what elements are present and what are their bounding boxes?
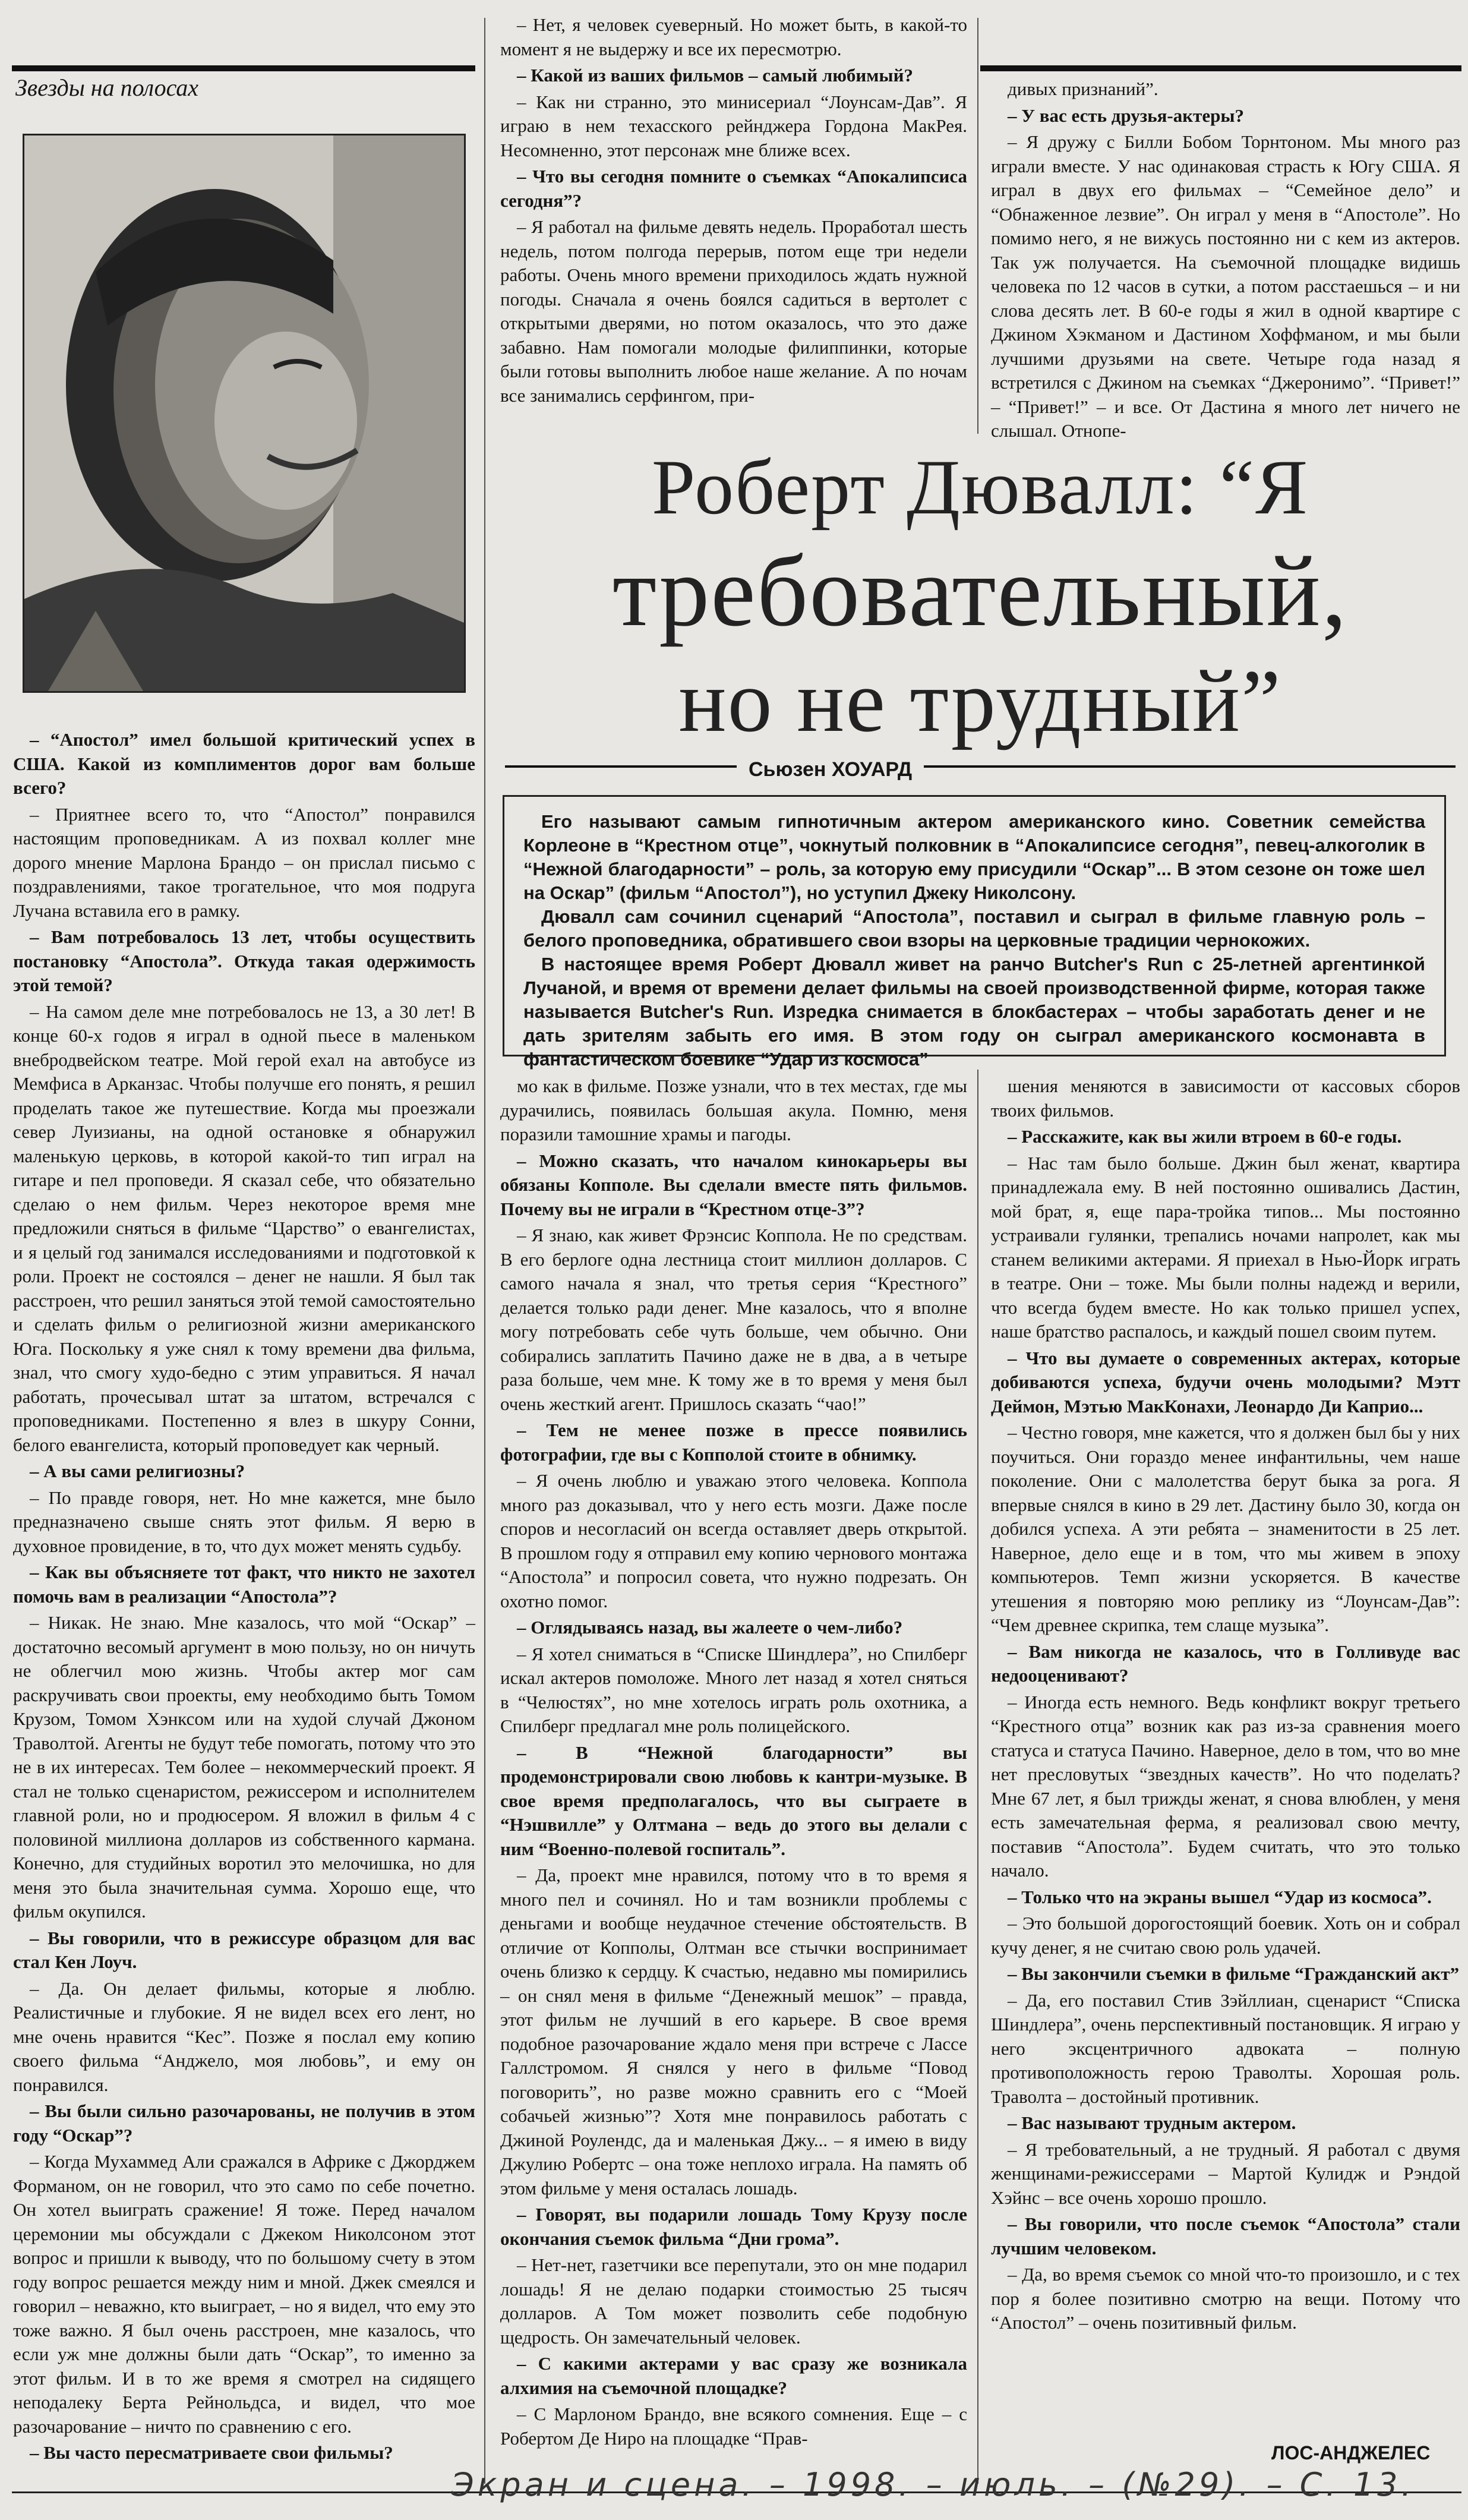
article-column-3-bottom — [991, 1074, 1460, 2435]
lead-paragraph: Его называют самым гипнотичным актером американского кино. Советник семейства Корлеоне в “Крестном отце”, чокнутый полковник в “Апокалипсисе сегодня”, певец-алкоголик в “Нежной благодарности” – роль, за которую ему присудили “Оскар”... В этом сезоне он тоже шел на Оскар” (фильм “Апостол”), но уступил Джеку Николсону. — [523, 811, 1425, 903]
column-divider — [977, 1070, 978, 2484]
interview-question: – Вы часто пересматриваете свои фильмы? — [30, 2442, 393, 2463]
interview-answer: – Как ни странно, это минисериал “Лоунсам-Дав”. Я играю в нем техасского рейнджера Гордона МакРея. Несомненно, этот персонаж мне ближе всех. — [500, 91, 967, 160]
interview-answer: – Да, проект мне нравился, потому что в то время я много пел и сочинял. Но и там возникли проблемы с деньгами и вообще неудачное стечение обстоятельств. В отличие от Копполы, Олтман все стычки воспринимает очень близко к сердцу. К счастью, недавно мы помирились – он снял меня в фильме “Денежный мешок” – правда, этот фильм не лучший в его карьере. В свое время подобное разочарование ждало меня при встрече с Лассе Галлстромом. Я снялся у него в фильме “Повод поговорить”, но разве можно сравнить его с “Моей собачьей жизнью”? Хотя мне понравилось работать с Джиной Роулендс, да и маленькая Джу... – я имею в виду Джулию Робертс – она тоже неплохо играла. На память об этом фильме у меня осталась лошадь. — [500, 1865, 967, 2199]
interview-question: – А вы сами религиозны? — [30, 1461, 245, 1481]
interview-answer: – Нас там было больше. Джин был женат, квартира принадлежала ему. В ней постоянно ошивались Дастин, мой брат, я, еще пара-тройка типов... Мы постоянно устраивали гулянки, трепались ночами напролет, как мы станем великими актерами. Я приехал в Нью-Йорк играть в театре. Они – тоже. Мы были полны надежд и верили, что всегда будем вместе. Но как только пришел успех, наше братство распалось, и каждый пошел своим путем. — [991, 1152, 1460, 1342]
headline-line-2: требовательный, — [612, 535, 1349, 647]
interview-answer: мо как в фильме. Позже узнали, что в тех местах, где мы дурачились, появилась большая акула. Помню, меня поразили тамошние храмы и пагоды. — [500, 1076, 967, 1144]
headline — [499, 440, 1461, 755]
byline-rule — [505, 765, 1456, 768]
interview-answer: – На самом деле мне потребовалось не 13, а 30 лет! В конце 60-х годов я играл в одной пьесе в маленьком внебродвейском театре. Мой герой ехал на автобусе из Мемфиса в Арканзас. Чтобы получше его понять, я решил проделать такое же путешествие. Когда мы проезжали север Луизианы, на одной остановке я обнаружил маленькую церковь, в которой какой-то тип играл на гитаре и пел проповеди. Я сказал себе, что обязательно сделаю о нем фильм. Через некоторое время мне предложили сняться в фильме “Царство” о евангелистах, и я целый год занимался исследованиями и подготовкой к роли. Проект не состоялся – денег не нашли. Я был так расстроен, что решил заняться этой темой самостоятельно и сделать фильм о религиозной жизни американского Юга. Поскольку я уже снял к тому времени два фильма, знал, что смогу худо-бедно с этим управиться. Я начал работать, прочесывал штат за штатом, встречался с проповедниками. Постепенно я влез в шкуру Сонни, белого евангелиста, который проповедует как черный. — [13, 1001, 475, 1455]
interview-question: – Какой из ваших фильмов – самый любимый? — [517, 65, 913, 86]
interview-question: – Расскажите, как вы жили втроем в 60-е годы. — [1008, 1126, 1402, 1147]
headline-line-3: но не трудный” — [678, 652, 1282, 750]
interview-question: – В “Нежной благодарности” вы продемонстрировали свою любовь к кантри-музыке. В свое время предполагалось, что вы сыграете в “Нэшвилле” у Олтмана – ведь до этого вы делали с ним “Военно-полевой госпиталь”. — [500, 1742, 967, 1859]
portrait-illustration — [24, 135, 464, 691]
headline-line-1: Роберт Дювалл: “Я — [651, 443, 1309, 531]
interview-answer: – По правде говоря, нет. Но мне кажется, мне было предназначено свыше снять этот фильм. Я верю в духовное провидение, в то, что дух может менять судьбу. — [13, 1487, 475, 1556]
interview-answer: – Иногда есть немного. Ведь конфликт вокруг третьего “Крестного отца” возник как раз из-за сравнения моего статуса и статуса Пачино. Наверное, дело в том, что во мне нет пресловутых “звездных качеств”. Но что поделать? Мне 67 лет, я был трижды женат, я снова влюблен, у меня есть замечательная ферма, я реализовал свою мечту, поставив “Апостола”. Будем считать, что это только начало. — [991, 1691, 1460, 1881]
interview-answer: – Честно говоря, мне кажется, что я должен был бы у них поучиться. Они гораздо менее инфантильны, чем наше поколение. Они с малолетства берут быка за рога. Я впервые снялся в кино в 29 лет. Дастину было 30, когда он добился успеха. А эти ребята – знаменитости в 25 лет. Наверное, дело еще и в том, что мы живем в эпоху компьютеров. Темп жизни ускоряется. В качестве утешения я повторяю мою реплику из “Лоунсам-Дав”: “Чем древнее скрипка, тем слаще музыка”. — [991, 1422, 1460, 1635]
portrait-photo — [23, 134, 466, 693]
dateline-signoff: ЛОС-АНДЖЕЛЕС — [1271, 2442, 1431, 2464]
interview-answer: шения меняются в зависимости от кассовых сборов твоих фильмов. — [991, 1076, 1460, 1121]
interview-question: – Оглядываясь назад, вы жалеете о чем-либо? — [517, 1617, 903, 1638]
article-column-2-top — [500, 13, 967, 423]
interview-answer: – Да, во время съемок со мной что-то произошло, и с тех пор я более позитивно смотрю на вещи. Потому что “Апостол” – очень позитивный фильм. — [991, 2264, 1460, 2333]
interview-answer: – Я знаю, как живет Фрэнсис Коппола. Не по средствам. В его берлоге одна лестница стоит миллион долларов. С самого начала я знал, что третья серия “Крестного” делается только ради денег. Мне казалось, что я вполне могу потребовать себе чуть больше, чем обычно. Они собирались заплатить Пачино даже не в два, а в четыре раза больше, чем мне. К тому же в то время у меня был очень жесткий агент. Пришлось сказать “чао!” — [500, 1225, 967, 1414]
section-tag: Звезды на полосах — [15, 74, 199, 101]
byline: Сьюзен ХОУАРД — [737, 758, 924, 781]
interview-answer: – Приятнее всего то, что “Апостол” понравился настоящим проповедникам. А из похвал коллег мне дорого мнение Марлона Брандо – он прислал письмо с поздравлениями, такое трогательное, что моя подруга Лучана вставила его в рамку. — [13, 803, 475, 921]
interview-answer: дивых признаний”. — [1008, 78, 1158, 99]
interview-question: – У вас есть друзья-актеры? — [1008, 105, 1245, 126]
interview-question: – Вас называют трудным актером. — [1008, 2112, 1296, 2133]
interview-question: – Вы были сильно разочарованы, не получив в этом году “Оскар”? — [13, 2100, 475, 2146]
interview-question: – “Апостол” имел большой критический успех в США. Какой из комплиментов дорог вам больше всего? — [13, 729, 475, 798]
interview-answer: – Я требовательный, а не трудный. Я работал с двумя женщинами-режиссерами – Мартой Кулидж и Рэндой Хэйнс – все очень хорошо прошло. — [991, 2139, 1460, 2208]
interview-answer: – С Марлоном Брандо, вне всякого сомнения. Еще – с Робертом Де Ниро на площадке “Прав- — [500, 2404, 967, 2449]
top-rule-left — [12, 65, 475, 71]
interview-question: – Говорят, вы подарили лошадь Тому Крузу после окончания съемок фильма “Дни грома”. — [500, 2204, 967, 2249]
interview-question: – Можно сказать, что началом кинокарьеры вы обязаны Копполе. Вы сделали вместе пять фильмов. Почему вы не играли в “Крестном отце-3”? — [500, 1150, 967, 1219]
interview-question: – Вам потребовалось 13 лет, чтобы осуществить постановку “Апостола”. Откуда такая одержимость этой темой? — [13, 926, 475, 995]
lead-paragraph: Дювалл сам сочинил сценарий “Апостола”, поставил и сыграл в фильме главную роль – белого проповедника, обратившего свои взоры на церковные традиции чернокожих. — [523, 906, 1425, 951]
interview-question: – Что вы думаете о современных актерах, которые добиваются успеха, будучи очень молодыми? Мэтт Деймон, Мэтью МакКонахи, Леонардо Ди Каприо... — [991, 1347, 1460, 1417]
interview-answer: – Нет-нет, газетчики все перепутали, это он мне подарил лошадь! Я не делаю подарки стоимостью 25 тысяч долларов. А Том может позволить себе подобную щедрость. Он замечательный человек. — [500, 2254, 967, 2348]
interview-answer: – Это большой дорогостоящий боевик. Хоть он и собрал кучу денег, я не считаю свою роль удачей. — [991, 1913, 1460, 1958]
interview-answer: – Когда Мухаммед Али сражался в Африке с Джорджем Форманом, он не говорил, что это само по себе почетно. Он хотел выиграть сражение! Я тоже. Перед началом церемонии мы обсуждали с Джеком Николсоном этот вопрос и пришли к выводу, что по большому счету в этом году вопрос решается между ним и мной. Джек смеялся и говорил – неважно, кто выиграет, – но я видел, что ему это тоже важно. Я был очень расстроен, мне казалось, что если уж мне должны были дать “Оскар”, то именно за этот фильм. И в то же время я смотрел на сидящего неподалеку Берта Рейнольдса, и видел, что мое разочарование – ничто по сравнению с его. — [13, 2151, 475, 2437]
interview-answer: – Никак. Не знаю. Мне казалось, что мой “Оскар” – достаточно весомый аргумент в мою пользу, но он ничуть не облегчил мою жизнь. Чтобы актер мог сам раскручивать свои проекты, ему необходимо быть Томом Крузом, Томом Хэнксом или на худой случай Джоном Траволтой. Агенты не будут тебе помогать, потому что это не в их интересах. Тем более – некоммерческий проект. Я стал не только сценаристом, режиссером и исполнителем главной роли, но и продюсером. Я вложил в фильм 4 с половиной миллиона долларов из собственного кармана. Конечно, для студийных воротил это мелочишка, но для меня это была значительная сумма. Хорошо еще, что фильм окупился. — [13, 1612, 475, 1922]
interview-question: – Тем не менее позже в прессе появились фотографии, где вы с Копполой стоите в обнимку. — [500, 1420, 967, 1465]
handwritten-archive-note: Экран и сцена. – 1998. – июль. – (№29). – С. 13. — [452, 2466, 1415, 2503]
interview-question: – Как вы объясняете тот факт, что никто не захотел помочь вам в реализации “Апостола”? — [13, 1562, 475, 1607]
interview-question: – Только что на экраны вышел “Удар из космоса”. — [1008, 1886, 1432, 1907]
interview-answer: – Да. Он делает фильмы, которые я люблю. Реалистичные и глубокие. Я не видел всех его лент, но мне очень нравится “Кес”. Позже я послал ему копию своего фильма “Анджело, моя любовь”, и ему он понравился. — [13, 1977, 475, 2095]
article-column-2-bottom — [500, 1074, 967, 2486]
interview-answer: – Да, его поставил Стив Зэйллиан, сценарист “Списка Шиндлера”, очень перспективный постановщик. Я играю у него эксцентричного адвоката – полную противоположность герою Траволты. Хорошая роль. Траволта – достойный противник. — [991, 1989, 1460, 2107]
interview-question: – Что вы сегодня помните о съемках “Апокалипсиса сегодня”? — [500, 166, 967, 211]
interview-question: – Вам никогда не казалось, что в Голливуде вас недооценивают? — [991, 1641, 1460, 1686]
column-divider — [484, 18, 485, 2484]
interview-question: – С какими актерами у вас сразу же возникала алхимия на съемочной площадке? — [500, 2353, 967, 2398]
lead-paragraph: В настоящее время Роберт Дювалл живет на ранчо Butcher's Run с 25-летней аргентинкой Лучаной, и время от времени делает фильмы на своей производственной фирме, которая также называется Butcher's Run. Изредка снимается в блокбастерах – чтобы заработать денег и не дать зрителям забыть его имя. В этом году он сыграл американского космонавта в фантастическом боевике “Удар из космоса” — [523, 954, 1425, 1070]
interview-question: – Вы закончили съемки в фильме “Гражданский акт” — [1008, 1963, 1460, 1984]
interview-question: – Вы говорили, что после съемок “Апостола” стали лучшим человеком. — [991, 2213, 1460, 2259]
interview-question: – Вы говорили, что в режиссуре образцом для вас стал Кен Лоуч. — [13, 1927, 475, 1972]
interview-answer: – Я дружу с Билли Бобом Торнтоном. Мы много раз играли вместе. У нас одинаковая страсть к Югу США. Я играл в двух его фильмах – “Семейное дело” и “Обнаженное лезвие”. Он играл у меня в “Апостоле”. Но помимо него, я не вижусь постоянно ни с кем из актеров. Так уж получается. На съемочной площадке видишь человека по 12 часов в сутки, а потом расстаешься – и ни слова десять лет. В 60-е годы я жил в одной квартире с Джином Хэкманом и Дастином Хоффманом, и мы были лучшими друзьями на свете. Четыре года назад я встретился с Джином на съемках “Джеронимо”. “Привет!” – “Привет!” – и все. От Дастина я много лет ничего не слышал. Отнопе- — [991, 131, 1460, 441]
interview-answer: – Я хотел сниматься в “Списке Шиндлера”, но Спилберг искал актеров помоложе. Много лет назад я хотел сняться в “Челюстях”, но мне хотелось играть роль охотника, а Спилберг предлагал мне роль полицейского. — [500, 1643, 967, 1736]
interview-answer: – Я работал на фильме девять недель. Проработал шесть недель, потом полгода перерыв, потом еще три недели работы. Очень много времени приходилось ждать нужной погоды. Сначала я очень боялся садиться в вертолет с открытыми дверями, но потом оказалось, что это даже забавно. Нам помогали молодые филиппинки, которые были готовы выполнить любое наше желание. А по ночам все занимались серфингом, при- — [500, 216, 967, 406]
column-divider — [977, 18, 978, 434]
article-column-3-top — [991, 77, 1460, 441]
interview-answer: – Нет, я человек суеверный. Но может быть, в какой-то момент я не выдержу и все их пересмотрю. — [500, 14, 967, 59]
interview-answer: – Я очень люблю и уважаю этого человека. Коппола много раз доказывал, что у него есть мозги. Даже после споров и несогласий он всегда оставляет дверь открытой. В прошлом году я отправил ему копию чернового монтажа “Апостола” и попросил совета, что нужно подрезать. Он охотно помог. — [500, 1470, 967, 1611]
lead-box — [503, 795, 1446, 1070]
top-rule-right — [980, 65, 1461, 71]
article-column-1 — [13, 728, 475, 2487]
